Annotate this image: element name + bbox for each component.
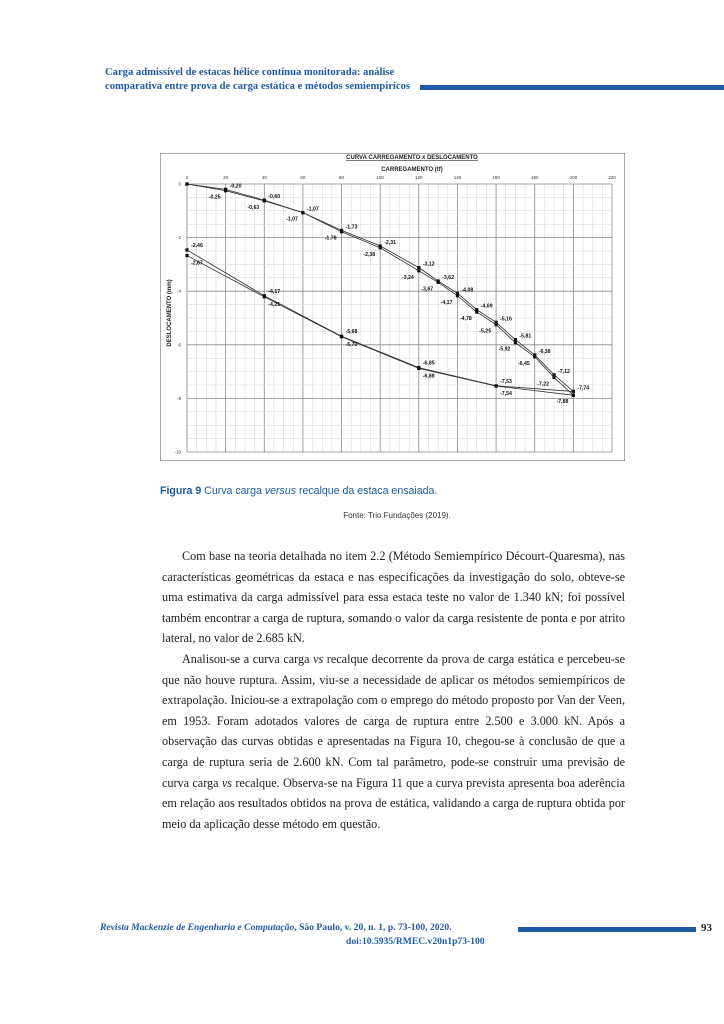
- data-label: -4,17: [440, 299, 453, 306]
- data-point: [185, 248, 188, 251]
- data-label: -1,07: [306, 206, 319, 213]
- data-label: -2,67: [191, 260, 203, 267]
- data-label: -4,78: [459, 316, 472, 323]
- data-label: -5,68: [345, 329, 358, 336]
- data-label: -7,53: [500, 378, 512, 385]
- data-point: [514, 341, 517, 344]
- x-tick-label: 120: [415, 175, 423, 180]
- footer-doi: doi:10.5935/RMEC.v20n1p73-100: [346, 936, 485, 947]
- data-point: [340, 335, 343, 338]
- x-tick-label: 220: [608, 175, 616, 180]
- data-point: [572, 394, 575, 397]
- x-tick-label: 200: [569, 175, 578, 180]
- body-text: [162, 546, 625, 834]
- data-label: -1,78: [324, 235, 337, 242]
- data-label: -5,16: [500, 316, 512, 323]
- data-label: -4,17: [268, 288, 281, 295]
- x-tick-label: 100: [376, 175, 384, 180]
- chart-y-axis-label: DESLOCAMENTO (mm): [167, 279, 173, 347]
- x-tick-label: 40: [261, 175, 267, 180]
- y-tick-label: -2: [176, 235, 181, 241]
- data-point: [417, 367, 420, 370]
- header-title-line-2: comparativa entre prova de carga estática e métodos semiempíricos: [105, 81, 410, 92]
- paragraph-2-part-b: recalque decorrente da prova de carga estática e percebeu-se que não houve ruptura. Assim, viu-se a necessidade de aplicar os métodos semiempíricos de extrapolação. Iniciou-se a extrapolação com o emprego do método proposto por Van der Veen, em 1953. Foram adotados valores de carga de ruptura entre 2.500 e 3.000 kN. Após a observação das curvas obtidas e apresentadas na Figura 10, chegou-se à conclusão de que a carga de ruptura seria de 2.600 kN. Com tal parâmetro, pode-se construir uma previsão de curva carga: [162, 651, 626, 790]
- data-label: -4,08: [461, 287, 474, 294]
- header-rule: [420, 85, 724, 90]
- data-label: -5,70: [345, 341, 358, 348]
- data-point: [417, 269, 420, 272]
- data-label: -6,88: [422, 373, 435, 380]
- data-label: -1,07: [286, 216, 298, 223]
- data-label: -0,25: [208, 194, 221, 201]
- data-label: -6,85: [422, 360, 435, 367]
- data-label: -7,12: [558, 368, 570, 375]
- y-tick-label: -6: [176, 342, 181, 348]
- y-tick-label: 0: [178, 181, 181, 187]
- figure-caption-versus: versus: [264, 485, 297, 497]
- footer-journal-name: Revista Mackenzie de Engenharia e Computação: [100, 922, 295, 933]
- data-label: -3,62: [442, 275, 454, 282]
- header-title-line-1: Carga admissível de estacas hélice contínua monitorada: análise: [105, 67, 395, 78]
- chart-x-axis-label: CARREGAMENTO (tf): [381, 167, 443, 173]
- paragraph-1: Com base na teoria detalhada no item 2.2 (Método Semiempírico Décourt-Quaresma), nas características geométricas da estaca e nas especificações da investigação do solo, obteve-se uma estimativa da carga admissível para essa estaca teste no valor de 1.340 kN; foi possível também encontrar a carga de ruptura, somando o valor da carga resistente de ponta e por atrito lateral, no valor de 2.685 kN.: [162, 549, 625, 646]
- footer-journal-details: , São Paulo, v. 20, n. 1, p. 73-100, 2020.: [294, 922, 452, 933]
- x-tick-label: 140: [453, 175, 462, 180]
- figure-caption: [160, 485, 437, 497]
- data-label: -6,38: [538, 348, 551, 355]
- x-tick-label: 20: [223, 175, 229, 180]
- paragraph-2: [162, 649, 625, 834]
- data-point: [456, 294, 459, 297]
- figure-caption-post: recalque da estaca ensaiada.: [296, 485, 438, 497]
- data-point: [301, 211, 304, 214]
- figure-caption-label: Figura 9: [160, 485, 202, 497]
- data-point: [572, 390, 575, 393]
- paragraph-2-part-a: Analisou-se a curva carga: [182, 651, 314, 666]
- data-point: [417, 266, 420, 269]
- running-footer: [100, 922, 712, 947]
- data-point: [185, 254, 188, 257]
- data-label: -5,92: [498, 346, 511, 353]
- data-point: [263, 199, 266, 202]
- data-point: [514, 338, 517, 341]
- data-label: -0,20: [229, 183, 242, 190]
- data-point: [185, 182, 188, 185]
- x-tick-label: 160: [492, 175, 500, 180]
- chart-title: CURVA CARREGAMENTO x DESLOCAMENTO: [346, 155, 478, 161]
- x-tick-label: 80: [339, 175, 345, 180]
- data-point: [263, 295, 266, 298]
- data-label: -3,12: [422, 261, 435, 268]
- data-label: -2,31: [384, 239, 397, 246]
- data-label: -7,22: [537, 381, 550, 388]
- running-header: [105, 66, 625, 94]
- paragraph-2-vs-1: vs: [313, 651, 324, 666]
- data-label: -0,63: [247, 204, 260, 211]
- x-tick-label: 180: [530, 175, 539, 180]
- figure-source: Fonte: Trio Fundações (2019).: [343, 511, 451, 520]
- paragraph-2-vs-2: vs: [221, 775, 233, 790]
- data-label: -2,38: [363, 251, 376, 258]
- x-tick-label: 0: [185, 175, 189, 180]
- data-label: -3,67: [421, 286, 434, 293]
- data-label: -7,74: [577, 385, 590, 392]
- data-label: -1,73: [345, 224, 358, 231]
- data-label: -5,81: [519, 333, 532, 340]
- page-number: 93: [701, 922, 712, 934]
- figure-caption-pre: Curva carga: [201, 485, 265, 497]
- data-point: [533, 355, 536, 358]
- data-label: -0,60: [268, 194, 281, 201]
- data-point: [340, 230, 343, 233]
- chart-frame: [160, 153, 625, 461]
- data-label: -5,25: [479, 328, 492, 335]
- x-tick-label: 60: [300, 175, 306, 180]
- figure-source-wrapper: [0, 511, 724, 520]
- y-tick-label: -8: [176, 395, 181, 401]
- data-label: -7,88: [556, 399, 569, 406]
- y-tick-label: -4: [176, 288, 181, 294]
- data-point: [437, 281, 440, 284]
- data-point: [475, 311, 478, 314]
- data-label: -4,21: [268, 301, 281, 308]
- data-point: [494, 384, 497, 387]
- data-label: -7,54: [500, 391, 512, 398]
- data-point: [552, 376, 555, 379]
- data-label: -3,24: [401, 274, 414, 281]
- chart-grid: [187, 184, 612, 452]
- data-label: -4,69: [480, 303, 493, 310]
- figure-9-chart: [160, 153, 625, 461]
- data-point: [379, 246, 382, 249]
- data-point: [494, 323, 497, 326]
- y-tick-label: -10: [174, 449, 181, 455]
- load-settlement-chart: [160, 153, 625, 461]
- paragraph-2-part-c: recalque. Observa-se na Figura 11 que a curva prevista apresenta boa aderência em relação aos resultados obtidos na prova de estática, validando a carga de ruptura obtida por meio da aplicação desse método em questão.: [162, 775, 625, 831]
- data-label: -6,45: [517, 360, 530, 367]
- data-point: [224, 189, 227, 192]
- data-label: -2,46: [191, 242, 203, 249]
- footer-rule: [518, 927, 696, 932]
